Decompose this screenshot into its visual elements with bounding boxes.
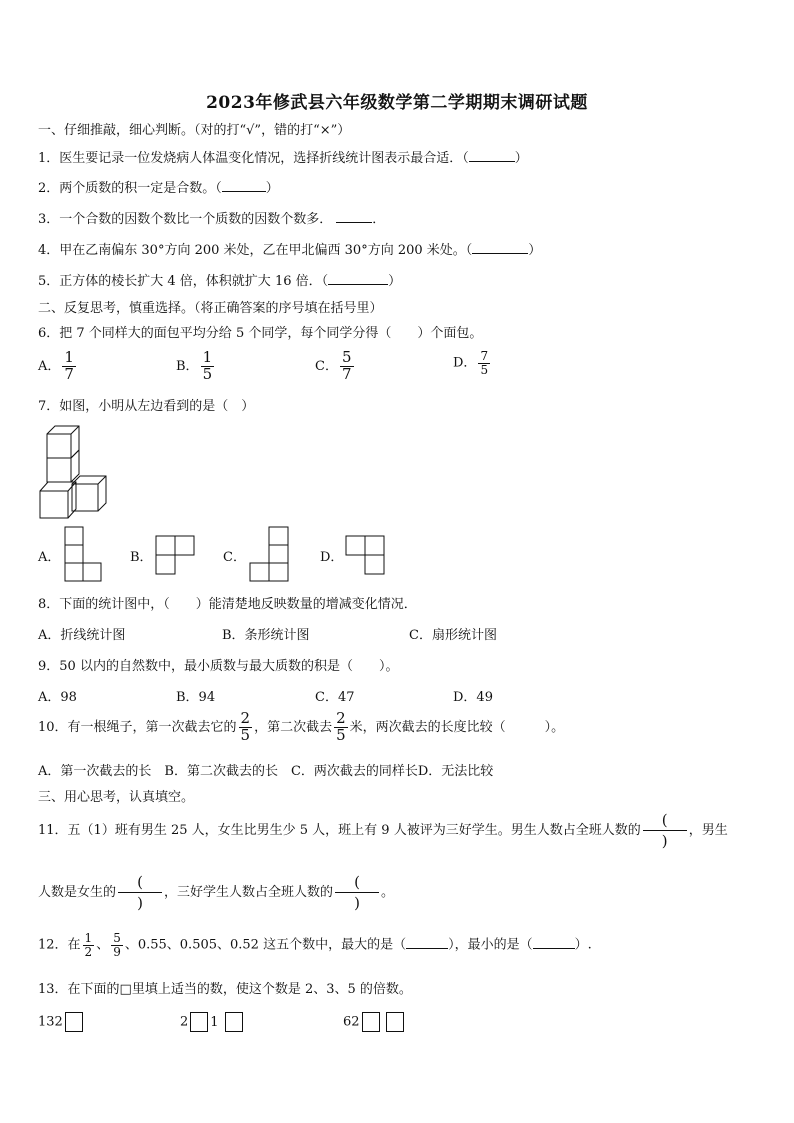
answer-blank[interactable] [469, 161, 515, 162]
fraction-blank[interactable]: ( ) [643, 811, 687, 850]
question-2 [38, 177, 279, 196]
question-5-close: ） [388, 274, 402, 289]
option-label: B． [176, 358, 199, 374]
section-1-heading: 一、仔细推敲，细心判断。（对的打“√”，错的打“×”） [38, 123, 351, 138]
number-prefix: 62 [343, 1014, 360, 1030]
fraction-blank[interactable]: ( ) [118, 873, 162, 912]
numerator: 2 [336, 709, 346, 727]
q10-options[interactable]: A．第一次截去的长 B．第二次截去的长 C．两次截去的同样长D．无法比较 [38, 764, 494, 779]
numerator: 5 [113, 931, 121, 945]
numerator: 1 [84, 931, 93, 945]
digit-box[interactable] [190, 1012, 208, 1032]
q7-option-b-label[interactable]: B． [130, 550, 153, 565]
question-9: 9．50 以内的自然数中，最小质数与最大质数的积是（ ）。 [38, 659, 399, 674]
q9-option-c[interactable]: C．47 [315, 690, 355, 705]
question-3-close: ． [372, 212, 386, 227]
option-label: C． [315, 358, 338, 374]
q7-option-c-figure[interactable] [249, 526, 291, 584]
page-title: 2023年修武县六年级数学第二学期期末调研试题 [206, 93, 588, 113]
digit-box[interactable] [225, 1012, 243, 1032]
q6-option-a[interactable] [38, 350, 78, 383]
denominator: 2 [84, 944, 93, 959]
number-prefix: 2 [180, 1014, 189, 1030]
answer-blank[interactable] [472, 253, 528, 254]
q7-option-a-figure[interactable] [64, 526, 104, 584]
fraction [83, 932, 95, 958]
fraction-blank[interactable]: ( ) [335, 873, 379, 912]
q9-option-a[interactable]: A．98 [38, 690, 77, 705]
fraction [201, 350, 215, 383]
numerator: 1 [202, 348, 213, 366]
question-12-text-b: 、0.55、0.505、0.52 这五个数中，最大的是（ [124, 937, 407, 953]
question-6: 6．把 7 个同样大的面包平均分给 5 个同学，每个同学分得（ ）个面包。 [38, 326, 483, 341]
question-4-text: 4．甲在乙南偏东 30°方向 200 米处，乙在甲北偏西 30°方向 200 米处。（ [38, 243, 473, 258]
question-12-text-a: 12．在 [38, 937, 81, 953]
denominator: 7 [341, 364, 352, 383]
cube-stack-figure [38, 424, 118, 524]
q7-option-c-label[interactable]: C． [223, 550, 246, 565]
answer-blank-largest[interactable] [406, 948, 448, 949]
question-7: 7．如图，小明从左边看到的是（ ） [38, 399, 255, 414]
fraction [111, 932, 123, 958]
question-10 [38, 711, 564, 744]
question-3 [38, 208, 385, 227]
fraction [239, 711, 253, 744]
numerator: 2 [240, 709, 251, 727]
option-label: D． [453, 355, 477, 371]
question-5 [38, 270, 401, 289]
q9-option-d[interactable]: D．49 [453, 690, 493, 705]
question-11-text-a: 11．五（1）班有男生 25 人，女生比男生少 5 人，班上有 9 人被评为三好学生。男生人数占全班人数的 [38, 823, 641, 838]
question-11 [38, 811, 728, 850]
digit-box[interactable] [386, 1012, 404, 1032]
question-11-text-d: ，三好学生人数占全班人数的 [164, 885, 334, 900]
question-1-text: 1．医生要记录一位发烧病人体温变化情况，选择折线统计图表示最合适．（ [38, 151, 469, 166]
q9-option-b[interactable]: B．94 [176, 690, 216, 705]
separator: 、 [96, 937, 110, 953]
question-11-cont [38, 873, 394, 912]
answer-blank[interactable] [328, 284, 388, 285]
question-11-text-b: ，男生 [688, 823, 728, 838]
q13-item-2 [180, 1012, 243, 1032]
q6-option-b[interactable] [176, 350, 216, 383]
numerator: 5 [341, 348, 352, 366]
q6-option-c[interactable] [315, 350, 356, 383]
question-10-text-a: 10．有一根绳子，第一次截去它的 [38, 719, 237, 735]
fraction [340, 350, 354, 383]
denominator: 5 [240, 725, 251, 744]
denominator: 5 [480, 362, 489, 377]
q7-option-a-label[interactable]: A． [38, 550, 61, 565]
answer-blank[interactable] [222, 191, 266, 192]
denominator: 9 [113, 944, 121, 959]
q13-item-3 [343, 1012, 404, 1032]
question-4 [38, 239, 541, 258]
question-12-text-c: ），最小的是（ [448, 937, 533, 953]
question-12 [38, 932, 592, 958]
q7-option-d-label[interactable]: D． [320, 550, 344, 565]
number-prefix: 132 [38, 1014, 63, 1030]
denominator: 5 [202, 364, 213, 383]
q6-option-d[interactable] [453, 350, 492, 376]
fraction [478, 350, 490, 376]
question-10-text-b: ，第二次截去 [254, 719, 333, 735]
question-11-text-c: 人数是女生的 [38, 885, 117, 900]
number-digit: 1 [210, 1014, 219, 1030]
question-4-close: ） [528, 243, 542, 258]
section-3-heading: 三、用心思考，认真填空。 [38, 790, 195, 805]
q8-option-a[interactable]: A．折线统计图 [38, 628, 126, 643]
q7-option-d-figure[interactable] [345, 535, 387, 577]
numerator: 1 [64, 348, 74, 366]
section-2-heading: 二、反复思考，慎重选择。（将正确答案的序号填在括号里） [38, 301, 383, 316]
q8-option-b[interactable]: B．条形统计图 [222, 628, 310, 643]
denominator: 5 [336, 725, 346, 744]
digit-box[interactable] [65, 1012, 83, 1032]
denominator: 7 [64, 364, 74, 383]
fraction [62, 350, 76, 383]
fraction [334, 711, 348, 744]
q13-item-1 [38, 1012, 83, 1032]
answer-blank-smallest[interactable] [533, 948, 575, 949]
question-2-close: ） [265, 181, 279, 196]
numerator: 7 [480, 349, 489, 363]
question-12-text-d: ）. [574, 937, 592, 953]
question-8: 8．下面的统计图中，（ ）能清楚地反映数量的增减变化情况． [38, 597, 417, 612]
question-13: 13．在下面的□里填上适当的数，使这个数是 2、3、5 的倍数。 [38, 982, 412, 997]
question-3-text: 3．一个合数的因数个数比一个质数的因数个数多． [38, 212, 333, 227]
option-label: A． [38, 358, 61, 374]
digit-box[interactable] [362, 1012, 380, 1032]
question-10-text-c: 米，两次截去的长度比较（ ）。 [349, 719, 565, 735]
q8-option-c[interactable]: C．扇形统计图 [409, 628, 497, 643]
q7-option-b-figure[interactable] [155, 535, 197, 575]
question-1-close: ） [514, 151, 528, 166]
question-11-text-e: 。 [381, 885, 395, 900]
question-2-text: 2．两个质数的积一定是合数。（ [38, 181, 222, 196]
question-5-text: 5．正方体的棱长扩大 4 倍，体积就扩大 16 倍．（ [38, 274, 329, 289]
question-1 [38, 147, 528, 166]
answer-blank[interactable] [336, 222, 372, 223]
